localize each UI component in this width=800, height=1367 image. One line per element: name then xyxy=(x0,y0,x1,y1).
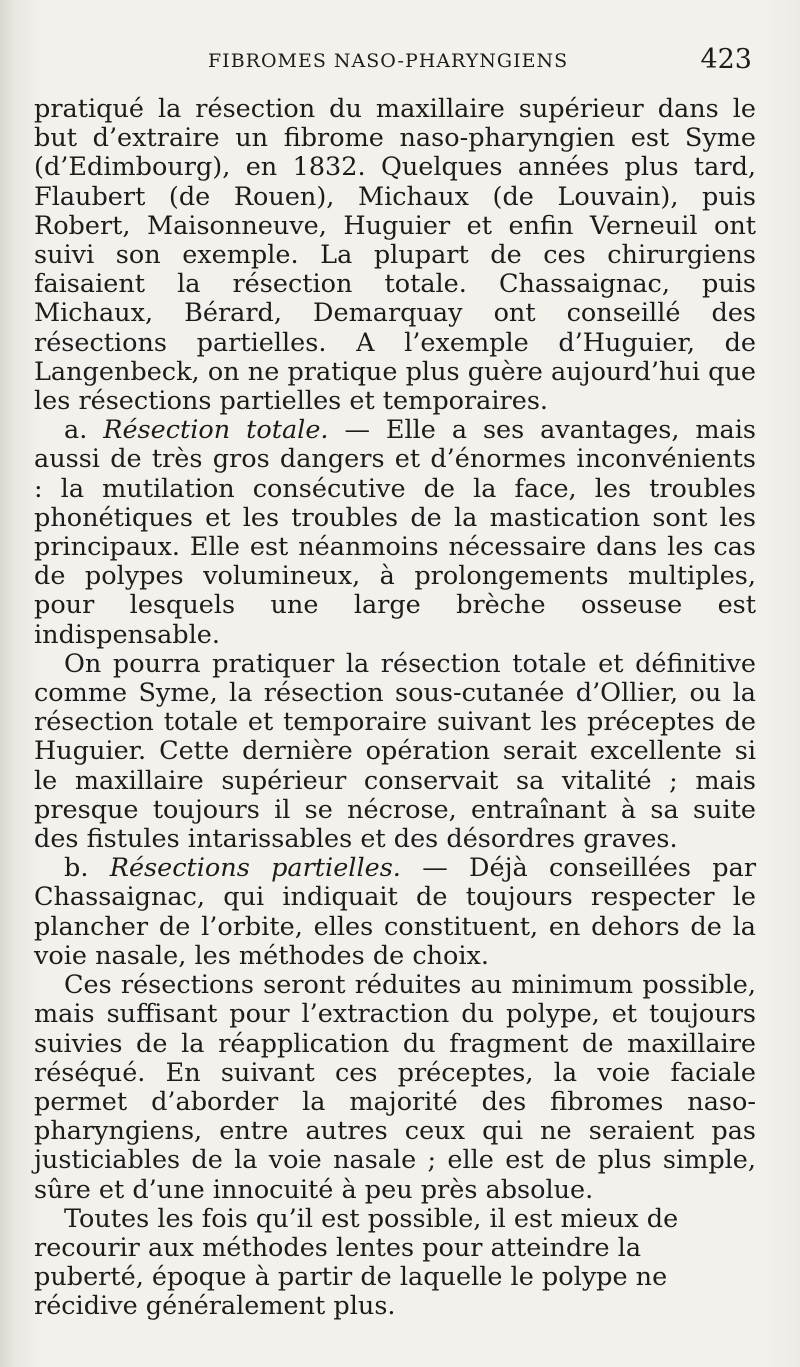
section-letter: b. xyxy=(64,853,89,884)
paragraph-total-resection xyxy=(34,416,756,650)
body-text xyxy=(34,95,756,1322)
paragraph-conclusion xyxy=(34,1205,756,1322)
page-header xyxy=(40,44,752,78)
paragraph-partial-resections xyxy=(34,854,756,971)
paragraph-partial-details xyxy=(34,971,756,1205)
paragraph-text: — Déjà conseillées par Chassaignac, qui indiquait de toujours respecter le plancher de l’orbite, elles constituent, en dehors de la voie nasale, les méthodes de choix. xyxy=(34,853,757,971)
paragraph-text: Ces résections seront réduites au minimum possible, mais suffisant pour l’extraction du polype, et toujours suivies de la réapplication du fragment de maxillaire réséqué. En suivant ces préceptes, la voie faciale permet d’aborder la majorité des fibromes naso-pharyngiens, entre autres ceux qui ne seraient pas justiciables de la voie nasale ; elle est de plus simple, sûre et d’une innocuité à peu près absolue. xyxy=(34,970,756,1205)
paragraph-text: Toutes les fois qu’il est possible, il est mieux de recourir aux méthodes lentes pour atteindre la puberté, époque à partir de laquelle le polype ne récidive généralement plus. xyxy=(34,1203,679,1322)
section-heading: Résection totale. xyxy=(103,415,329,446)
section-letter: a. xyxy=(64,415,88,446)
running-title: FIBROMES NASO-PHARYNGIENS xyxy=(208,50,569,72)
paragraph-text: — Elle a ses avantages, mais aussi de très gros dangers et d’énormes inconvénients : la mutilation consécutive de la face, les troubles phonétiques et les troubles de la mastication sont les principaux. Elle est néanmoins nécessaire dans les cas de polypes volumineux, à prolongements multiples, pour lesquels une large brèche osseuse est indispensable. xyxy=(34,415,757,650)
page-number: 423 xyxy=(700,44,752,75)
paragraph-text: pratiqué la résection du maxillaire supérieur dans le but d’extraire un fibrome naso-pharyngien est Syme (d’Edimbourg), en 1832. Quelques années plus tard, Flaubert (de Rouen), Michaux (de Louvain), puis Robert, Maisonneuve, Huguier et enfin Verneuil ont suivi son exemple. La plupart de ces chirurgiens faisaient la résection totale. Chassaignac, puis Michaux, Bérard, Demarquay ont conseillé des résections partielles. A l’exemple d’Huguier, de Langenbeck, on ne pratique plus guère aujourd’hui que les résections partielles et temporaires. xyxy=(34,94,756,417)
paragraph-text: On pourra pratiquer la résection totale et définitive comme Syme, la résection sous-cutanée d’Ollier, ou la résection totale et temporaire suivant les préceptes de Huguier. Cette dernière opération serait excellente si le maxillaire supérieur conservait sa vitalité ; mais presque toujours il se nécrose, entraînant à sa suite des fistules intarissables et des désordres graves. xyxy=(34,648,756,855)
section-heading: Résections partielles. xyxy=(109,853,401,884)
paragraph-history xyxy=(34,95,756,416)
paragraph-total-methods xyxy=(34,650,756,854)
